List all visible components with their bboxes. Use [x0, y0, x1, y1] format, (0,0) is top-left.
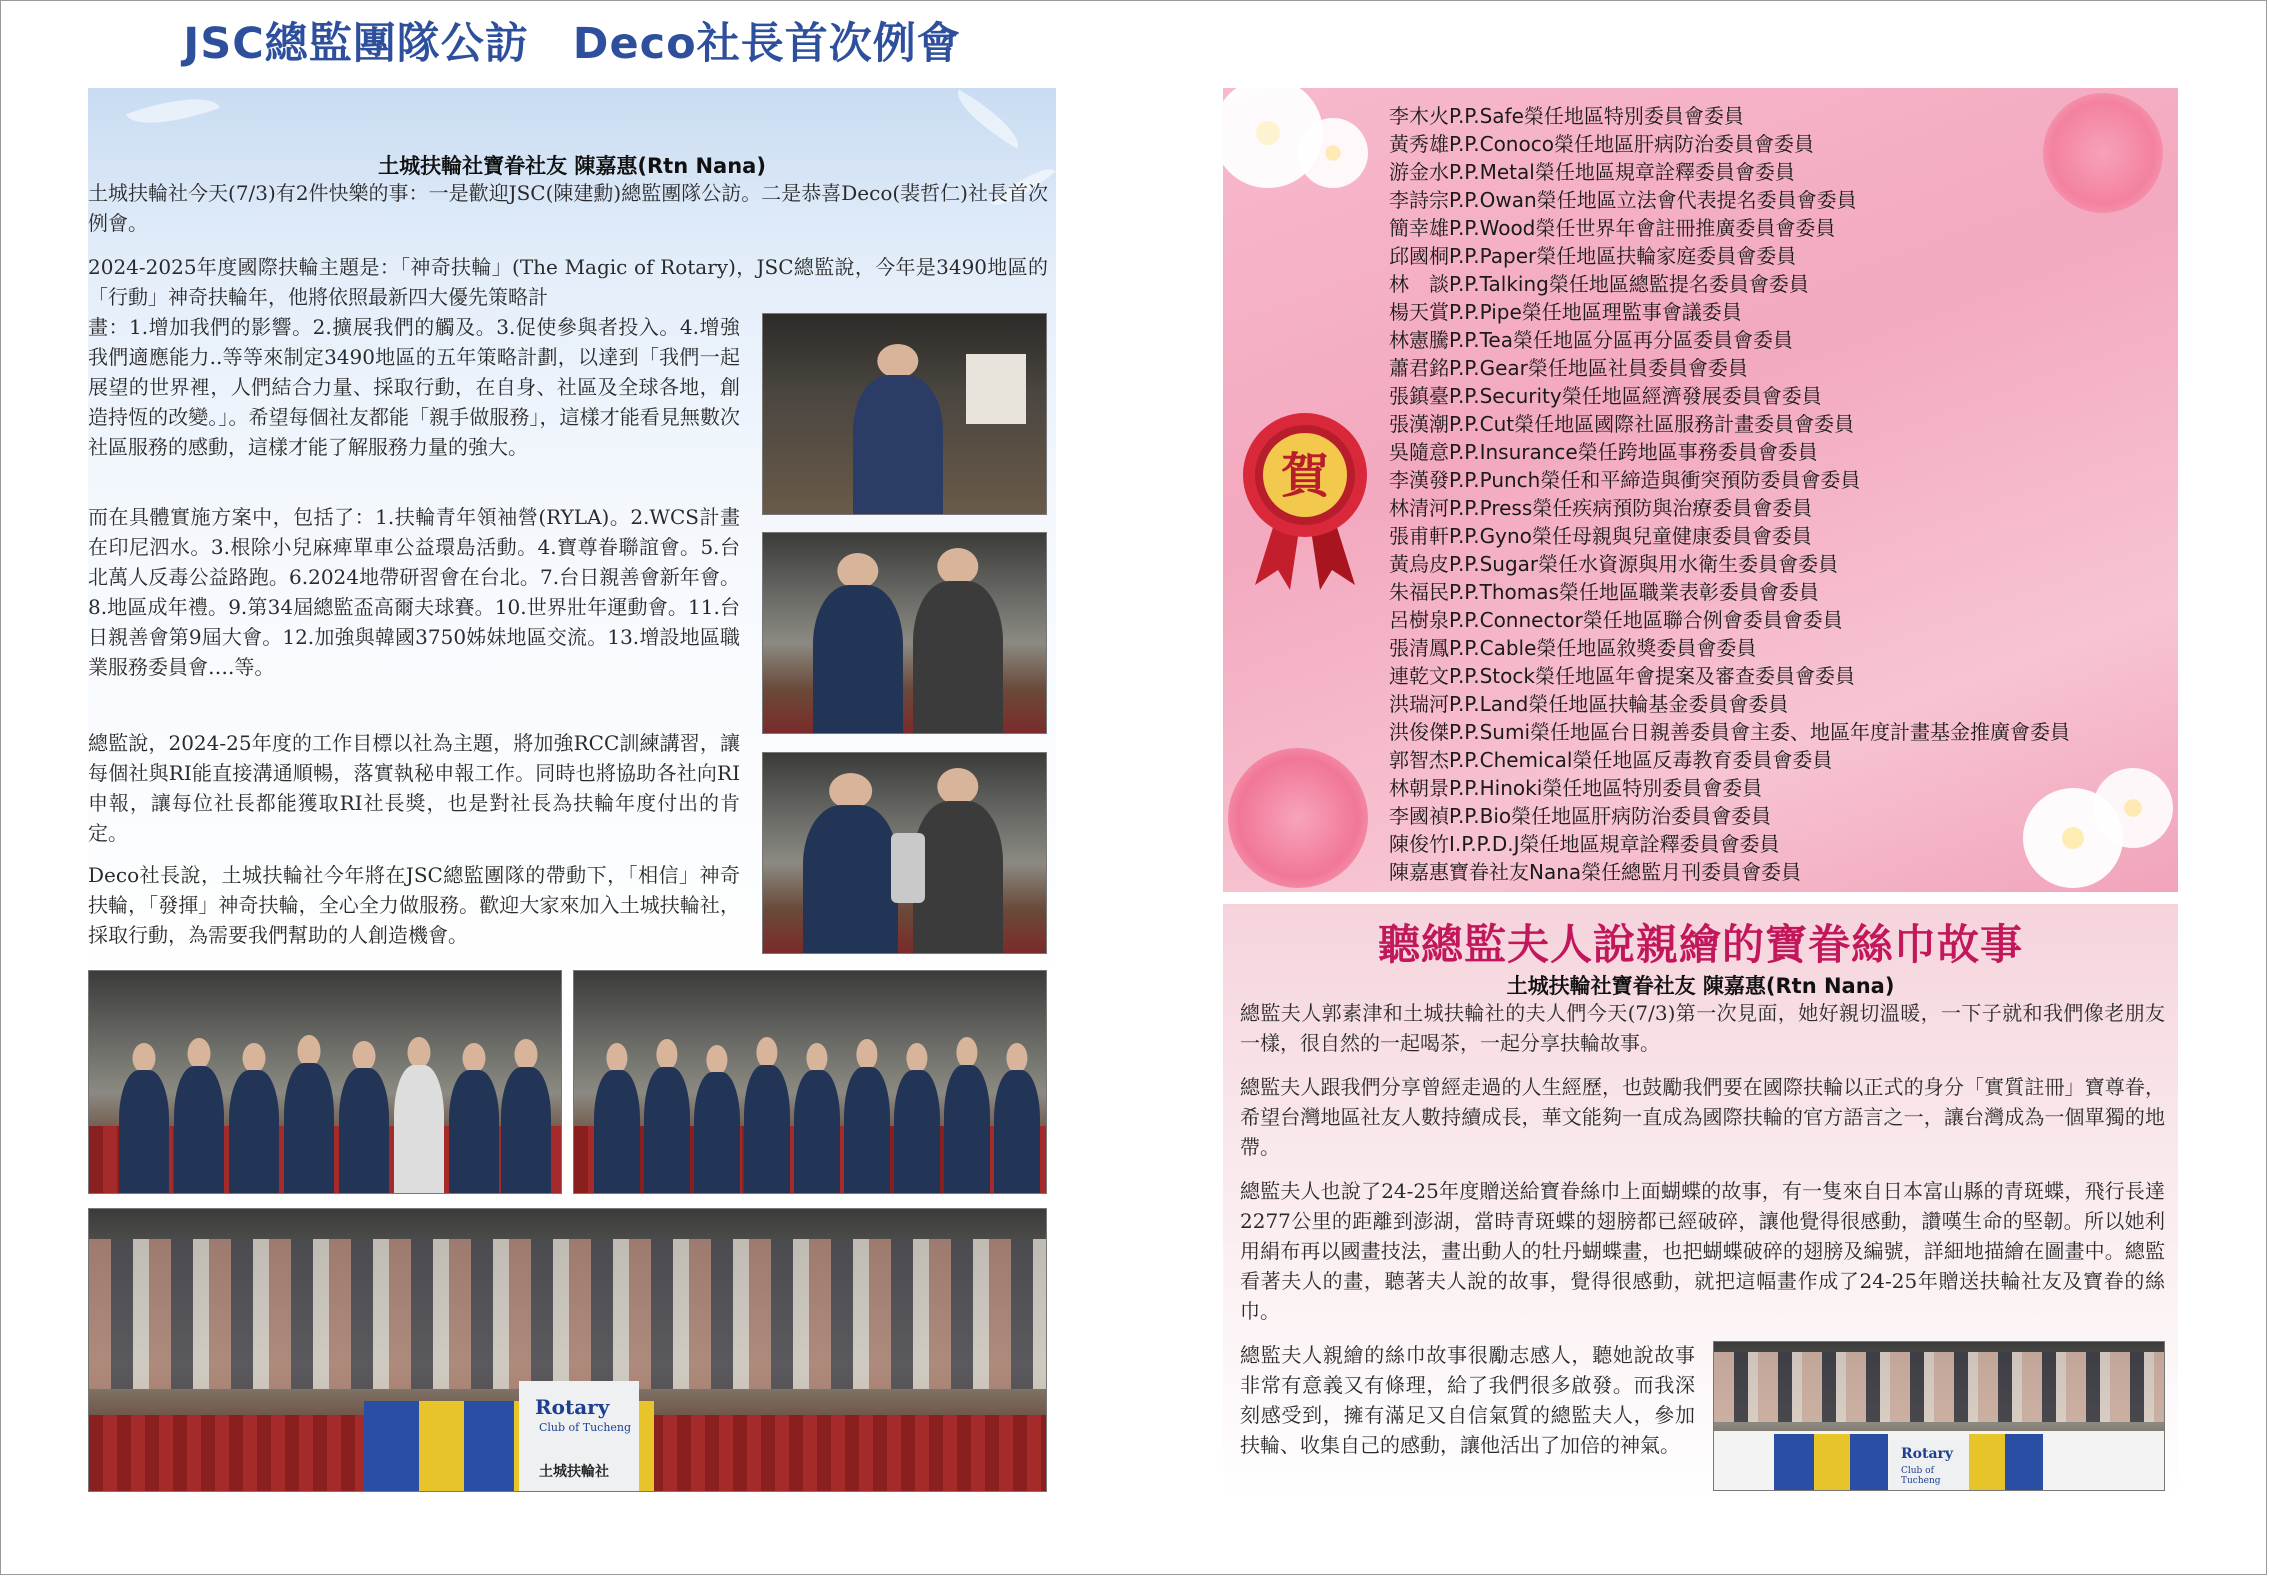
photo-gift	[762, 752, 1047, 954]
rotary-banner	[519, 1381, 639, 1491]
article-byline: 土城扶輪社寶眷社友 陳嘉惠(Rtn Nana)	[378, 154, 766, 178]
list-item: 黃秀雄P.P.Conoco榮任地區肝病防治委員會委員	[1389, 132, 1814, 156]
banner-text: Rotary	[1901, 1446, 1954, 1462]
banner-subtext: Club of Tucheng	[539, 1421, 632, 1434]
list-item: 張甫軒P.P.Gyno榮任母親與兒童健康委員會委員	[1389, 524, 1812, 548]
banner-subtext: Club of Tucheng	[1901, 1466, 1941, 1486]
list-item: 簡幸雄P.P.Wood榮任世界年會註冊推廣委員會委員	[1389, 216, 1836, 240]
article-paragraph: 而在具體實施方案中，包括了：1.扶輪青年領袖營(RYLA)。2.WCS計畫在印尼泗水。3.根除小兒麻痺單車公益環島活動。4.寶尊眷聯誼會。5.台北萬人反毒公益路跑。6.2024地帶研習會在台北。7.台日親善會新年會。8.地區成年禮。9.第34屆總監盃高爾夫球賽。10.世界壯年運動會。11.台日親善會第9屆大會。12.加強與韓國3750姊妹地區交流。13.增設地區職業服務委員會….等。	[88, 505, 740, 679]
list-item: 李木火P.P.Safe榮任地區特別委員會委員	[1389, 104, 1744, 128]
badge-character: 賀	[1280, 448, 1330, 504]
list-item: 張鎮臺P.P.Security榮任地區經濟發展委員會委員	[1389, 384, 1822, 408]
list-item: 洪瑞河P.P.Land榮任地區扶輪基金委員會委員	[1389, 692, 1789, 716]
list-item: 陳俊竹I.P.P.D.J榮任地區規章詮釋委員會委員	[1389, 832, 1780, 856]
list-item: 李詩宗P.P.Owan榮任地區立法會代表提名委員會委員	[1389, 188, 1857, 212]
list-item: 楊天賞P.P.Pipe榮任地區理監事會議委員	[1389, 300, 1742, 324]
banner-text: Rotary	[535, 1395, 610, 1419]
photo-handshake	[762, 532, 1047, 734]
person-figure	[853, 344, 943, 514]
list-item: 李漢發P.P.Punch榮任和平締造與衝突預防委員會委員	[1389, 468, 1861, 492]
photo-ladies-group	[1713, 1341, 2165, 1491]
article-paragraph: 土城扶輪社今天(7/3)有2件快樂的事：一是歡迎JSC(陳建勳)總監團隊公訪。二是恭喜Deco(裴哲仁)社長首次例會。	[88, 181, 1048, 235]
photo-group-1	[88, 970, 562, 1194]
story-paragraph: 總監夫人也說了24-25年度贈送給寶眷絲巾上面蝴蝶的故事，有一隻來自日本富山縣的青斑蝶，飛行長達2277公里的距離到澎湖，當時青斑蝶的翅膀都已經破碎，讓他覺得很感動，讚嘆生命的堅韌。所以她利用絹布再以國畫技法，畫出動人的牡丹蝴蝶畫，也把蝴蝶破碎的翅膀及編號，詳細地描繪在圖畫中。總監看著夫人的畫，聽著夫人說的故事，覺得很感動，就把這幅畫作成了24-25年贈送扶輪社友及寶眷的絲巾。	[1240, 1179, 2165, 1323]
list-item: 黃烏皮P.P.Sugar榮任水資源與用水衛生委員會委員	[1389, 552, 1839, 576]
story-paragraph: 總監夫人郭素津和土城扶輪社的夫人們今天(7/3)第一次見面，她好親切溫暖，一下子就和我們像老朋友一樣，很自然的一起喝茶，一起分享扶輪故事。	[1240, 1001, 2165, 1055]
story-paragraph: 總監夫人跟我們分享曾經走過的人生經歷，也鼓勵我們要在國際扶輪以正式的身分「實質註冊」寶尊眷，希望台灣地區社友人數持續成長，華文能夠一直成為國際扶輪的官方語言之一，讓台灣成為一個單獨的地帶。	[1240, 1075, 2165, 1159]
list-item: 呂樹泉P.P.Connector榮任地區聯合例會委員會委員	[1389, 608, 1843, 632]
list-item: 游金水P.P.Metal榮任地區規章詮釋委員會委員	[1389, 160, 1795, 184]
list-item: 邱國桐P.P.Paper榮任地區扶輪家庭委員會委員	[1389, 244, 1797, 268]
photo-group-2	[573, 970, 1047, 1194]
photo-large-group	[88, 1208, 1047, 1492]
list-item: 朱福民P.P.Thomas榮任地區職業表彰委員會委員	[1389, 580, 1819, 604]
banner-club-name: 土城扶輪社	[539, 1464, 609, 1480]
story-title: 聽總監夫人說親繪的寶眷絲巾故事	[1377, 920, 2023, 969]
rotary-banner	[1889, 1440, 1969, 1490]
list-item: 連乾文P.P.Stock榮任地區年會提案及審查委員會委員	[1389, 664, 1855, 688]
list-item: 洪俊傑P.P.Sumi榮任地區台日親善委員會主委、地區年度計畫基金推廣會委員	[1389, 720, 2071, 744]
list-item: 郭智杰P.P.Chemical榮任地區反毒教育委員會委員	[1389, 748, 1833, 772]
article-paragraph: 總監說，2024-25年度的工作目標以社為主題，將加強RCC訓練講習，讓每個社與RI能直接溝通順暢，落實執秘申報工作。同時也將協助各社向RI申報，讓每位社長都能獲取RI社長獎，也是對社長為扶輪年度付出的肯定。	[88, 731, 740, 845]
congratulations-rosette	[1240, 410, 1370, 590]
list-item: 張漢潮P.P.Cut榮任地區國際社區服務計畫委員會委員	[1389, 412, 1855, 436]
appointments-list	[1389, 102, 2179, 886]
story-byline: 土城扶輪社寶眷社友 陳嘉惠(Rtn Nana)	[1506, 974, 1895, 998]
list-item: 李國禎P.P.Bio榮任地區肝病防治委員會委員	[1389, 804, 1772, 828]
story-paragraph: 總監夫人親繪的絲巾故事很勵志感人，聽她說故事非常有意義又有條理，給了我們很多啟發。而我深刻感受到，擁有滿足又自信氣質的總監夫人，參加扶輪、收集自己的感動，讓他活出了加倍的神氣。	[1240, 1343, 1695, 1457]
article-title: JSC總監團隊公訪 Deco社長首次例會	[183, 19, 961, 69]
article-paragraph: Deco社長說，土城扶輪社今年將在JSC總監團隊的帶動下，「相信」神奇扶輪，「發揮」神奇扶輪，全心全力做服務。歡迎大家來加入土城扶輪社，採取行動，為需要我們幫助的人創造機會。	[88, 863, 740, 947]
list-item: 陳嘉惠寶眷社友Nana榮任總監月刊委員會委員	[1389, 860, 1802, 884]
wall-sign	[966, 354, 1026, 424]
article-paragraph: 2024-2025年度國際扶輪主題是：「神奇扶輪」(The Magic of Rotary)，JSC總監說，今年是3490地區的「行動」神奇扶輪年，他將依照最新四大優先策略計	[88, 255, 1048, 309]
list-item: 張清鳳P.P.Cable榮任地區敘獎委員會委員	[1389, 636, 1757, 660]
list-item: 林朝景P.P.Hinoki榮任地區特別委員會委員	[1389, 776, 1763, 800]
list-item: 林 談P.P.Talking榮任地區總監提名委員會委員	[1389, 272, 1809, 296]
photo-speaker	[762, 313, 1047, 515]
list-item: 蕭君銘P.P.Gear榮任地區社員委員會委員	[1389, 356, 1748, 380]
list-item: 林憲騰P.P.Tea榮任地區分區再分區委員會委員	[1389, 328, 1793, 352]
list-item: 吳隨意P.P.Insurance榮任跨地區事務委員會委員	[1389, 440, 1818, 464]
list-item: 林清河P.P.Press榮任疾病預防與治療委員會委員	[1389, 496, 1813, 520]
article-paragraph: 畫：1.增加我們的影響。2.擴展我們的觸及。3.促使參與者投入。4.增強我們適應能力..等等來制定3490地區的五年策略計劃，以達到「我們一起展望的世界裡，人們結合力量、採取行動，在自身、社區及全球各地，創造持恆的改變。」。希望每個社友都能「親手做服務」，這樣才能看見無數次社區服務的感動，這樣才能了解服務力量的強大。	[88, 315, 740, 459]
